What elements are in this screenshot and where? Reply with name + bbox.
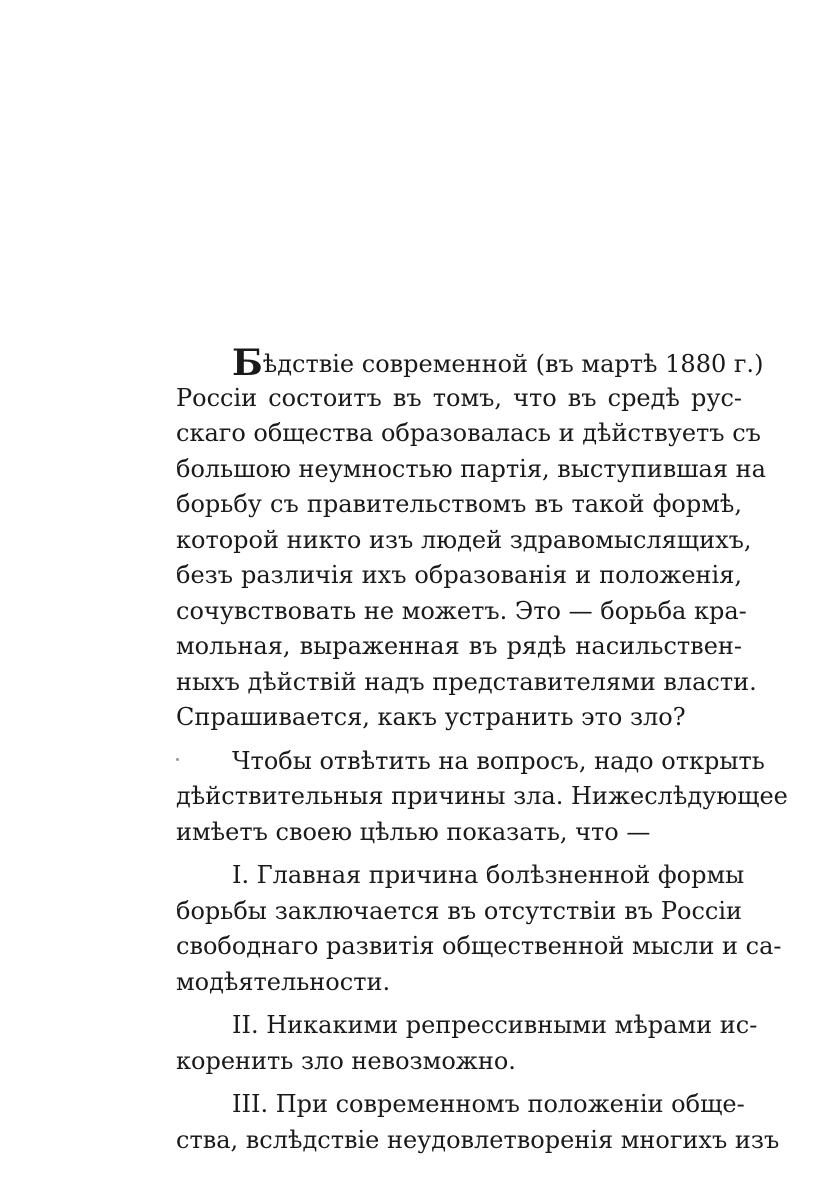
page-text — [176, 342, 788, 1158]
text-line — [176, 342, 764, 384]
paragraph-4 — [176, 1008, 758, 1079]
text-line: скаго общества образовалась и дѣйствуетъ съ — [176, 419, 761, 447]
text-line: борьбу съ правительствомъ въ такой формѣ, — [176, 490, 742, 518]
text-line: ныхъ дѣйствій надъ представителями власти. — [176, 667, 757, 696]
paragraph-3 — [176, 858, 782, 1000]
text-line: дѣйствительныя причины зла. Нижеслѣдующее — [176, 782, 788, 810]
text-line: I. Главная причина болѣзненной формы — [232, 861, 745, 889]
paragraph-2 — [176, 744, 788, 851]
text-line: большою неумностью партія, выступившая на — [176, 454, 766, 483]
text-line: Спрашивается, какъ устранить это зло? — [176, 703, 686, 731]
text-line: Чтобы отвѣтить на вопросъ, надо открыть — [232, 746, 765, 775]
text-line: свободнаго развитія общественной мысли и са- — [176, 932, 782, 960]
paragraph-5 — [176, 1087, 780, 1158]
text-line: ства, вслѣдствіе неудовлетворенія многихъ изъ — [176, 1125, 780, 1154]
text-line: Россіи состоитъ въ томъ, что въ средѣ рус- — [176, 383, 742, 412]
text-line: сочувствовать не можетъ. Это — борьба кра- — [176, 596, 747, 625]
text-line: борьбы заключается въ отсутствіи въ Россіи — [176, 896, 742, 925]
text-line: имѣетъ своею цѣлью показать, что — — [176, 817, 651, 846]
text-line: II. Никакими репрессивными мѣрами ис- — [232, 1011, 758, 1039]
text-line: безъ различія ихъ образованія и положенія, — [176, 561, 742, 589]
text-line: мольная, выраженная въ рядѣ насильствен- — [176, 632, 742, 660]
text-line: которой никто изъ людей здравомыслящихъ, — [176, 525, 752, 554]
paragraph-1 — [176, 342, 766, 736]
drop-cap-letter: Б — [232, 342, 263, 384]
text-line: модѣятельности. — [176, 967, 391, 996]
text-line: III. При современномъ положеніи обще- — [232, 1090, 745, 1118]
text-line: коренить зло невозможно. — [176, 1046, 516, 1075]
first-line-text: ѣдствіе современной (въ мартѣ 1880 г.) — [262, 350, 764, 378]
